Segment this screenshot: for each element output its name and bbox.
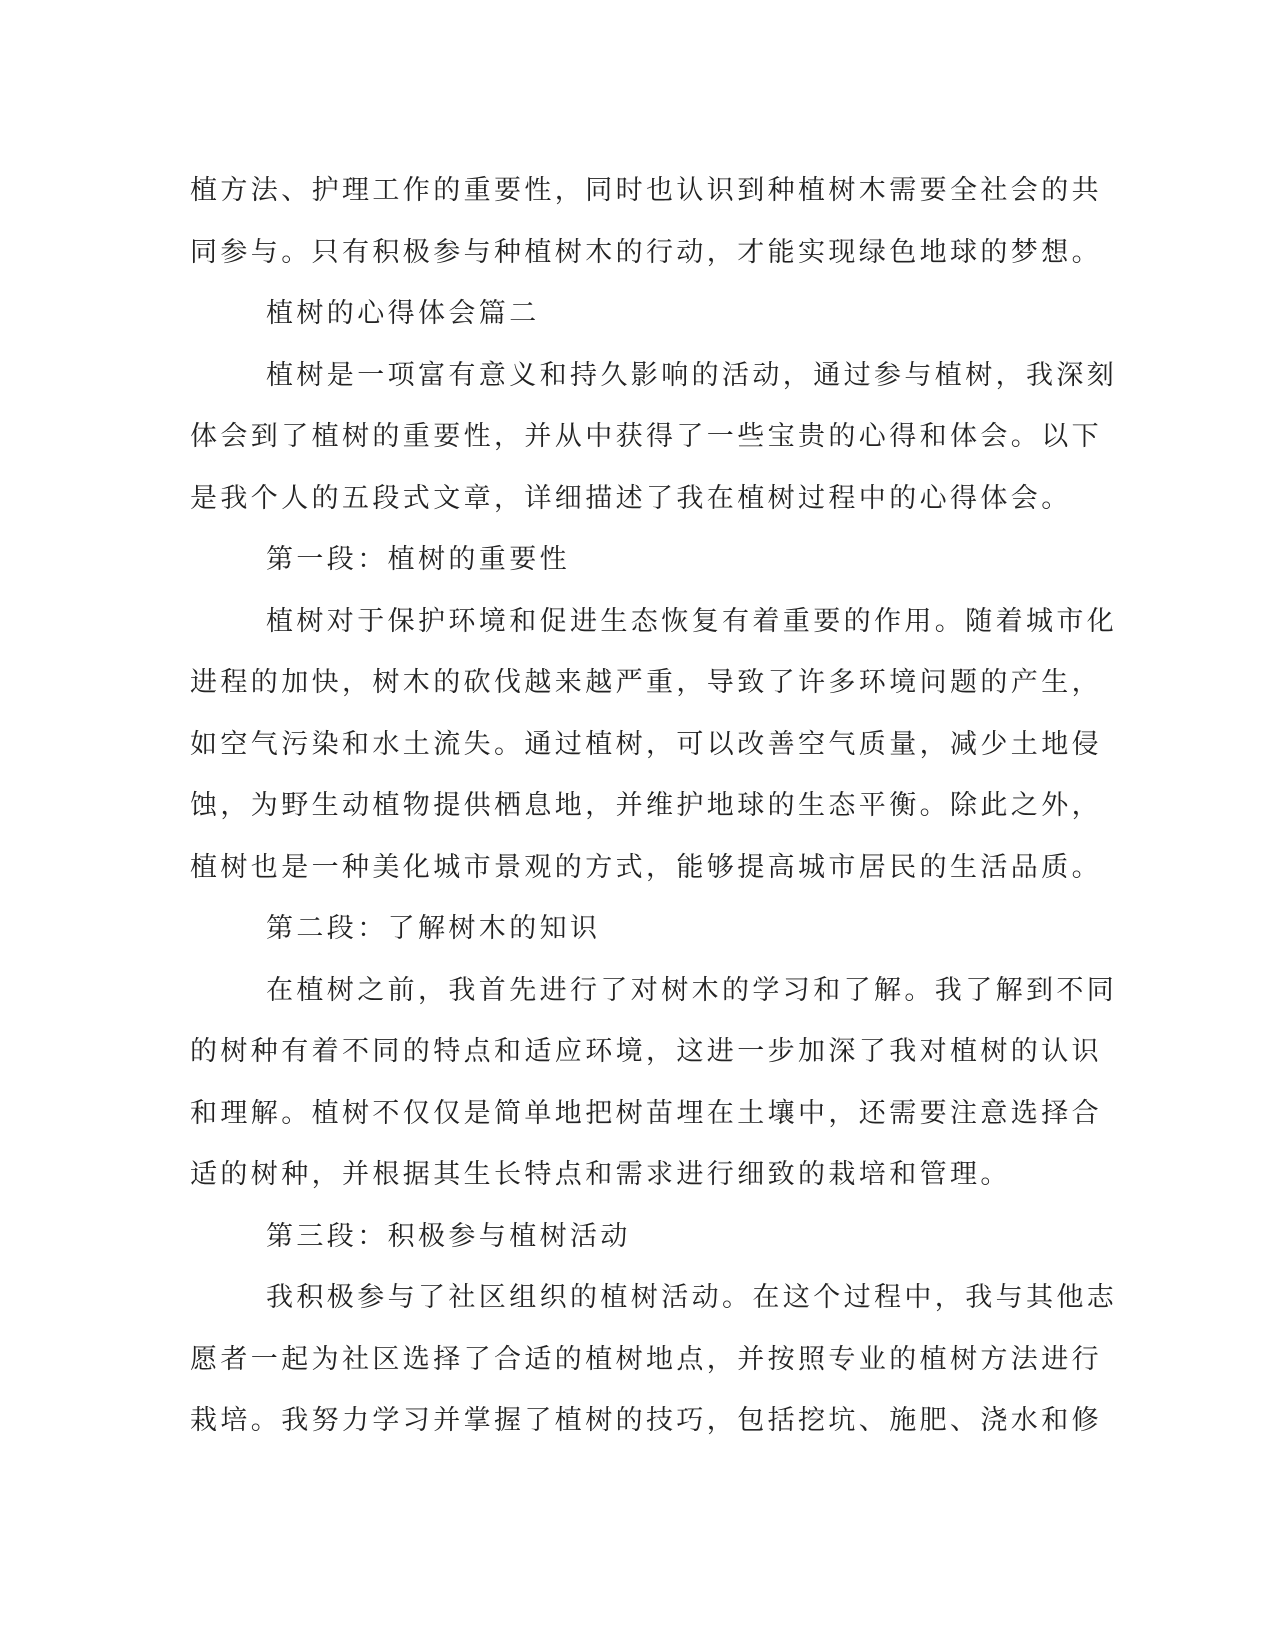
body-text-line: 适的树种，并根据其生长特点和需求进行细致的栽培和管理。 [190, 1159, 1011, 1190]
body-text-line: 栽培。我努力学习并掌握了植树的技巧，包括挖坑、施肥、浇水和修 [190, 1405, 1102, 1436]
body-text-line: 如空气污染和水土流失。通过植树，可以改善空气质量，减少土地侵 [190, 728, 1102, 760]
paragraph-heading: 第一段：植树的重要性 [266, 544, 570, 575]
paragraph-heading: 第二段：了解树木的知识 [266, 913, 601, 944]
body-text-line: 蚀，为野生动植物提供栖息地，并维护地球的生态平衡。除此之外， [190, 790, 1102, 821]
body-text-line: 的树种有着不同的特点和适应环境，这进一步加深了我对植树的认识 [190, 1036, 1102, 1067]
body-text-line: 植方法、护理工作的重要性，同时也认识到种植树木需要全社会的共 [190, 175, 1102, 206]
paragraph-heading: 第三段：积极参与植树活动 [266, 1220, 631, 1252]
body-text-line: 体会到了植树的重要性，并从中获得了一些宝贵的心得和体会。以下 [190, 421, 1102, 452]
body-text-line: 和理解。植树不仅仅是简单地把树苗埋在土壤中，还需要注意选择合 [190, 1097, 1102, 1129]
body-text-line: 同参与。只有积极参与种植树木的行动，才能实现绿色地球的梦想。 [190, 236, 1102, 268]
body-text-line: 愿者一起为社区选择了合适的植树地点，并按照专业的植树方法进行 [190, 1343, 1102, 1375]
body-text-line: 植树对于保护环境和促进生态恢复有着重要的作用。随着城市化 [266, 605, 1118, 637]
section-title: 植树的心得体会篇二 [266, 298, 540, 329]
body-text-line: 在植树之前，我首先进行了对树木的学习和了解。我了解到不同 [266, 974, 1118, 1006]
body-text-line: 植树是一项富有意义和持久影响的活动，通过参与植树，我深刻 [266, 359, 1118, 391]
body-text-line: 我积极参与了社区组织的植树活动。在这个过程中，我与其他志 [266, 1282, 1118, 1313]
document-body [190, 160, 1118, 1452]
body-text-line: 是我个人的五段式文章，详细描述了我在植树过程中的心得体会。 [190, 482, 1072, 514]
body-text-line: 植树也是一种美化城市景观的方式，能够提高城市居民的生活品质。 [190, 851, 1102, 883]
body-text-line: 进程的加快，树木的砍伐越来越严重，导致了许多环境问题的产生， [190, 667, 1102, 698]
